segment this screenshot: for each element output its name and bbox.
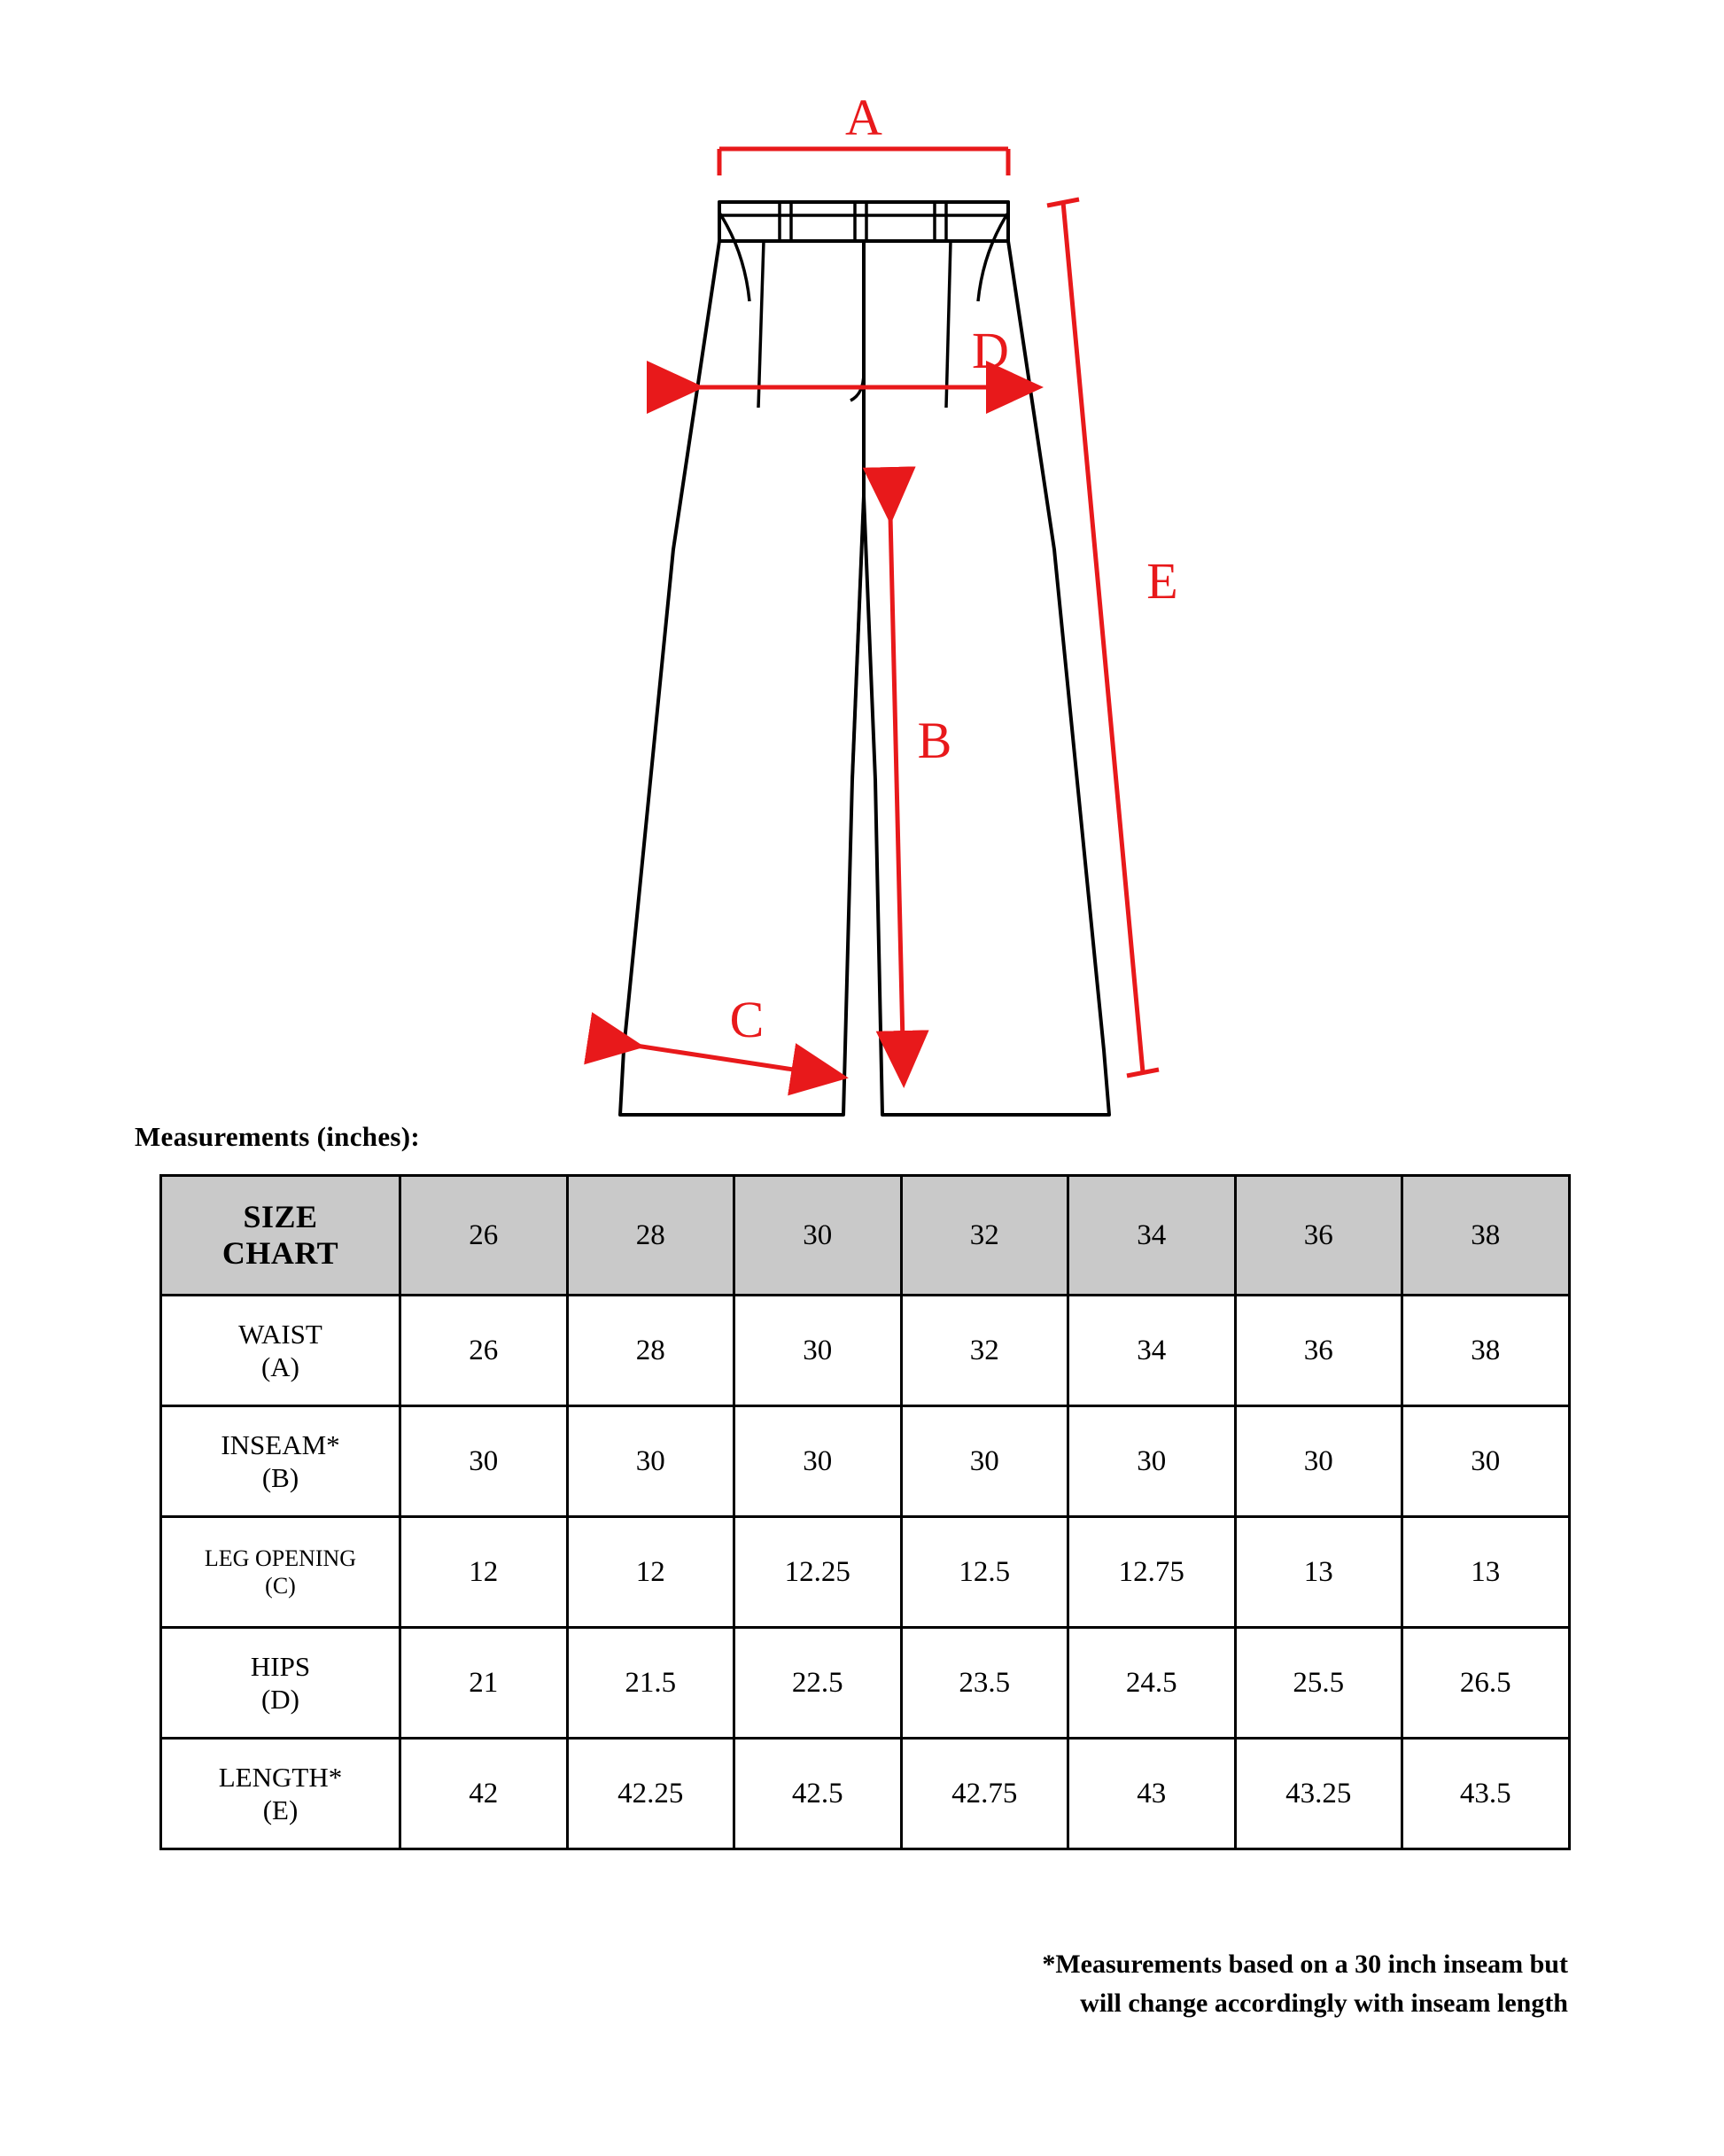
table-header-size-26: 26 [400,1176,568,1296]
size-chart-corner-line1: SIZE [243,1198,318,1234]
table-row [161,1628,1570,1739]
table-header-size-34: 34 [1068,1176,1236,1296]
cell-leg-opening-36: 13 [1235,1517,1402,1628]
footnote [594,1945,1568,2022]
cell-waist-38: 38 [1402,1296,1570,1406]
row-label-leg-opening-line2: (C) [265,1573,296,1599]
cell-leg-opening-26: 12 [400,1517,568,1628]
cell-hips-28: 21.5 [567,1628,734,1739]
size-chart-table-wrap [159,1174,1568,1850]
cell-hips-36: 25.5 [1235,1628,1402,1739]
row-label-inseam-line1: INSEAM* [221,1428,340,1460]
row-label-length-line2: (E) [262,1794,299,1825]
table-header-size-28: 28 [567,1176,734,1296]
footnote-line2: will change accordingly with inseam length [1080,1988,1568,2018]
cell-hips-38: 26.5 [1402,1628,1570,1739]
table-row [161,1406,1570,1517]
row-label-leg-opening [161,1517,400,1628]
cell-inseam-30: 30 [734,1406,902,1517]
size-chart-corner-line2: CHART [221,1235,339,1271]
cell-hips-26: 21 [400,1628,568,1739]
row-label-hips-line1: HIPS [250,1650,311,1682]
cell-length-34: 43 [1068,1739,1236,1849]
cell-leg-opening-30: 12.25 [734,1517,902,1628]
row-label-waist [161,1296,400,1406]
table-row [161,1739,1570,1849]
cell-length-36: 43.25 [1235,1739,1402,1849]
cell-inseam-32: 30 [901,1406,1068,1517]
cell-inseam-28: 30 [567,1406,734,1517]
callout-a-dimension [719,149,1008,175]
cell-length-38: 43.5 [1402,1739,1570,1849]
cell-leg-opening-38: 13 [1402,1517,1570,1628]
callout-b-label: B [917,712,952,769]
cell-waist-28: 28 [567,1296,734,1406]
row-label-length-line1: LENGTH* [218,1761,343,1793]
row-label-leg-opening-line1: LEG OPENING [204,1545,357,1571]
table-header-size-32: 32 [901,1176,1068,1296]
row-label-inseam-line2: (B) [261,1462,299,1493]
cell-hips-34: 24.5 [1068,1628,1236,1739]
cell-hips-32: 23.5 [901,1628,1068,1739]
table-header-size-36: 36 [1235,1176,1402,1296]
cell-waist-26: 26 [400,1296,568,1406]
cell-length-32: 42.75 [901,1739,1068,1849]
table-row [161,1517,1570,1628]
cell-waist-32: 32 [901,1296,1068,1406]
cell-leg-opening-28: 12 [567,1517,734,1628]
cell-inseam-34: 30 [1068,1406,1236,1517]
cell-length-26: 42 [400,1739,568,1849]
size-chart-table [159,1174,1571,1850]
cell-leg-opening-32: 12.5 [901,1517,1068,1628]
cell-hips-30: 22.5 [734,1628,902,1739]
footnote-line1: *Measurements based on a 30 inch inseam but [1042,1950,1568,1979]
cell-length-28: 42.25 [567,1739,734,1849]
callout-e-label: E [1146,552,1178,610]
row-label-hips [161,1628,400,1739]
callout-c-label: C [729,991,765,1048]
cell-inseam-26: 30 [400,1406,568,1517]
row-label-waist-line1: WAIST [238,1318,322,1350]
cell-inseam-36: 30 [1235,1406,1402,1517]
cell-waist-34: 34 [1068,1296,1236,1406]
cell-length-30: 42.5 [734,1739,902,1849]
size-chart-corner-label [161,1176,400,1296]
cell-leg-opening-34: 12.75 [1068,1517,1236,1628]
row-label-length [161,1739,400,1849]
callout-d-label: D [972,322,1009,379]
table-header-size-38: 38 [1402,1176,1570,1296]
table-row [161,1296,1570,1406]
row-label-waist-line2: (A) [260,1351,300,1382]
cell-waist-36: 36 [1235,1296,1402,1406]
measurements-caption: Measurements (inches): [135,1121,420,1152]
row-label-hips-line2: (D) [260,1684,300,1715]
table-header-row [161,1176,1570,1296]
cell-waist-30: 30 [734,1296,902,1406]
cell-inseam-38: 30 [1402,1406,1570,1517]
callout-a-label: A [845,89,882,146]
row-label-inseam [161,1406,400,1517]
table-header-size-30: 30 [734,1176,902,1296]
